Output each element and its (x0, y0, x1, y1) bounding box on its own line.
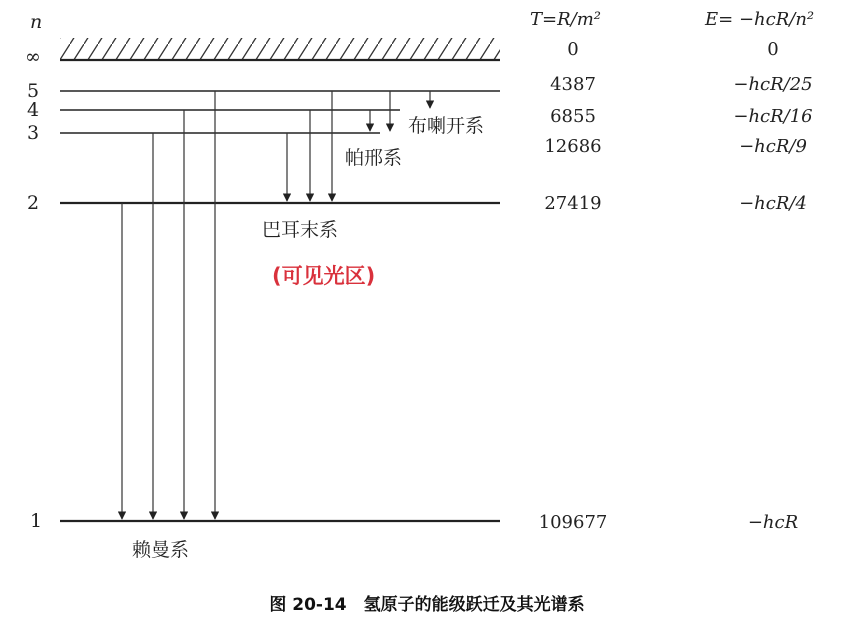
paschen-transitions (370, 91, 390, 131)
e-value-4: −hcR/16 (733, 106, 813, 127)
t-value-3: 12686 (544, 136, 602, 157)
t-value-5: 4387 (550, 74, 596, 95)
balmer-series-label: 巴耳末系 (262, 219, 339, 241)
lyman-series-label: 赖曼系 (132, 539, 190, 561)
brackett-series-label: 布喇开系 (408, 115, 485, 137)
lyman-transitions (122, 91, 215, 519)
figure-caption: 图 20-14 氢原子的能级跃迁及其光谱系 (269, 595, 585, 615)
n-axis-header: n (30, 11, 43, 33)
ionization-continuum (60, 38, 500, 60)
t-value-4: 6855 (550, 106, 596, 127)
e-value-infinity: 0 (767, 39, 779, 60)
infinity-label: ∞ (25, 46, 41, 68)
t-value-infinity: 0 (567, 39, 579, 60)
e-column-header: E= −hcR/n² (705, 9, 815, 30)
n-label-4: 4 (27, 99, 40, 121)
n-label-5: 5 (27, 80, 40, 102)
balmer-transitions (287, 91, 332, 201)
e-value-5: −hcR/25 (733, 74, 813, 95)
t-value-1: 109677 (538, 512, 608, 533)
n-label-1: 1 (30, 510, 43, 532)
visible-region-note: (可见光区) (272, 264, 376, 288)
continuum-hatch (60, 38, 500, 60)
e-value-1: −hcR (747, 512, 799, 533)
n-label-3: 3 (27, 122, 40, 144)
paschen-series-label: 帕邢系 (345, 147, 403, 169)
t-column-header: T=R/m² (530, 9, 601, 30)
n-label-2: 2 (27, 192, 40, 214)
e-value-3: −hcR/9 (739, 136, 807, 157)
e-value-2: −hcR/4 (739, 193, 807, 214)
t-value-2: 27419 (544, 193, 602, 214)
